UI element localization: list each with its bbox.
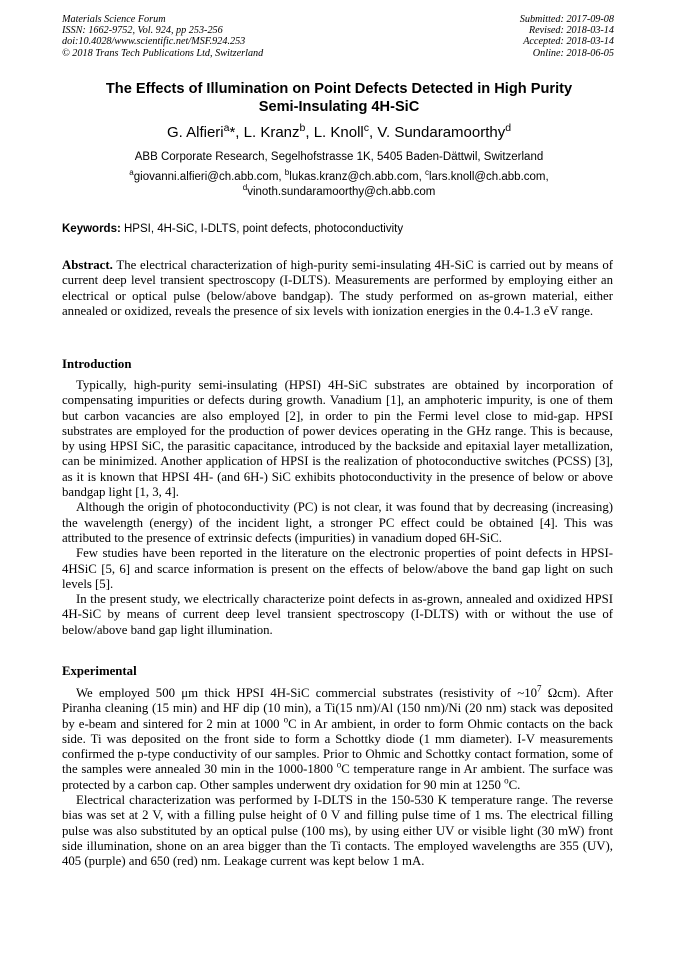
author-name: G. Alfieri [166, 124, 224, 141]
keywords-text: HPSI, 4H-SiC, I-DLTS, point defects, photoconductivity [120, 223, 404, 235]
paper-title [62, 80, 616, 116]
abstract-label: Abstract. [62, 258, 113, 272]
exponent: 7 [537, 683, 542, 694]
journal-name: Materials Science Forum [62, 14, 166, 25]
title-line-2: Semi-Insulating 4H-SiC [258, 99, 420, 115]
paragraph: Few studies have been reported in the literature on the electronic properties of point defects in HPSI-4HSiC [5, 6] and scarce information is present on the effects of below/above the band gap light on such levels [5]. [62, 546, 613, 591]
paragraph: Typically, high-purity semi-insulating (HPSI) 4H-SiC substrates are obtained by incorporation of compensating impurities or defects during growth. Vanadium [1], an amphoteric impurity, is one of them but carbon vacancies are also employed [2], in order to pin the Fermi level close to mid-gap. HPSI substrates are employed for the production of power devices operating in the GHz range. This is because, by using HPSI SiC, the parasitic capacitance, introduced by the backside and epitaxial layer metallization, can be minimized. Another application of HPSI is the realization of photoconductive switches (PCSS) [3], as it is known that HPSI 4H- (and 6H-) SiC exhibits photoconductivity in the presence of below or above bandgap light [1, 3, 4]. [62, 378, 613, 500]
author-sep: , [305, 124, 314, 141]
author-sep: *, [229, 124, 244, 141]
author [377, 124, 511, 141]
date-submitted: Submitted: 2017-09-08 [519, 14, 614, 25]
email-address[interactable]: vinoth.sundaramoorthy@ch.abb.com [247, 186, 436, 198]
publication-dates [520, 14, 614, 59]
author [167, 124, 244, 141]
email-address[interactable]: giovanni.alfieri@ch.abb.com [133, 171, 279, 183]
date-online: Online: 2018-06-05 [532, 47, 614, 59]
degree-symbol: o [283, 714, 289, 725]
keywords-label: Keywords: [62, 223, 121, 235]
email-list [62, 170, 616, 200]
author-name: L. Kranz [243, 124, 300, 141]
email-sup: c [424, 168, 429, 178]
affiliation: ABB Corporate Research, Segelhofstrasse 1K, 5405 Baden-Dättwil, Switzerland [134, 151, 544, 163]
author-sup: d [505, 122, 512, 134]
paragraph: Electrical characterization was performed by I-DLTS in the 150-530 K temperature range. The reverse bias was set at 2 V, with a filling pulse height of 0 V and filling pulse time of 1 ms. The electrical filling pulse was also substituted by an optical pulse (100 ms), by using either UV or visible light (30 mW) front side illumination, shone on an area bigger than the Ti contacts. The employed wavelengths are 355 (UV), 405 (purple) and 650 (red) nm. Leakage current was kept below 1 mA. [62, 793, 613, 869]
degree-symbol: o [336, 760, 342, 771]
paragraph: Although the origin of photoconductivity (PC) is not clear, it was found that by decreasing (increasing) the wavelength (energy) of the incident light, a stronger PC effect could be obtained [4]. This was attributed to the presence of extrinsic defects (impurities) in vanadium doped 6H-SiC. [62, 500, 613, 545]
date-revised: Revised: 2018-03-14 [528, 25, 614, 37]
experimental-section [62, 683, 613, 870]
email-sep: , [545, 171, 549, 183]
email-sup: a [129, 168, 134, 178]
text-run: C. [508, 777, 521, 792]
journal-copyright: © 2018 Trans Tech Publications Ltd, Switzerland [62, 47, 264, 59]
text-run: C temperature range in Ar ambient. The surface was protected by a carbon cap. Other samples underwent dry oxidation for 90 min at 1250 [62, 762, 613, 792]
title-line-1: The Effects of Illumination on Point Defects Detected in High Purity [105, 81, 573, 97]
abstract [62, 258, 613, 319]
journal-doi: doi:10.4028/www.scientific.net/MSF.924.253 [62, 36, 246, 48]
text-run: We employed 500 μm thick HPSI 4H-SiC commercial substrates (resistivity of ~10 [76, 686, 537, 700]
email-address[interactable]: lars.knoll@ch.abb.com [429, 171, 546, 183]
introduction-section [62, 378, 613, 638]
author [244, 124, 314, 141]
text-run: C in Ar ambient, in order to form Ohmic contacts on the back side. Ti was deposited on the front side to form a Schottky diode (1 mm diameter). I-V measurements confirmed the p-type conductivity of our samples. Prior to Ohmic and Schottky contact formation, some of the samples were annealed 30 min in the 1000-1800 [62, 716, 613, 777]
author-sup: b [299, 122, 306, 134]
journal-info [62, 14, 263, 59]
author-sup: a [223, 122, 230, 134]
author-sep: , [369, 124, 378, 141]
degree-symbol: o [504, 775, 509, 786]
paragraph: In the present study, we electrically characterize point defects in as-grown, annealed and oxidized HPSI 4H-SiC by means of current deep level transient spectroscopy (I-DLTS) with or without the use of below/above band gap light illumination. [62, 592, 613, 637]
introduction-heading: Introduction [62, 357, 132, 371]
paragraph [62, 683, 613, 793]
date-accepted: Accepted: 2018-03-14 [523, 36, 614, 48]
journal-issn: ISSN: 1662-9752, Vol. 924, pp 253-256 [62, 25, 223, 37]
text-run: Ωcm). After Piranha cleaning (15 min) and HF dip (10 min), a Ti(15 nm)/Al (150 nm)/Ni (20 nm) stack was deposited by e-beam and sintered for 2 min at 1000 [62, 686, 613, 731]
abstract-text: The electrical characterization of high-purity semi-insulating 4H-SiC is carried out by means of current deep level transient spectroscopy (I-DLTS). Measurements are performed by employing either an electrical or optical pulse (below/above bandgap). The study performed on as-grown material, either annealed or oxidized, reveals the presence of six levels with ionization energies in the 0.4-1.3 eV range. [62, 258, 613, 318]
email-sup: d [242, 183, 248, 193]
author-sup: c [363, 122, 370, 134]
email-sup: b [284, 168, 290, 178]
email-sep: , [278, 171, 285, 183]
author-name: L. Knoll [313, 124, 364, 141]
email-address[interactable]: lukas.kranz@ch.abb.com [289, 171, 419, 183]
email-sep: , [418, 171, 425, 183]
experimental-heading: Experimental [62, 664, 137, 678]
author-name: V. Sundaramoorthy [377, 124, 506, 141]
author-list [62, 124, 616, 142]
keywords [62, 222, 616, 236]
author [314, 124, 378, 141]
